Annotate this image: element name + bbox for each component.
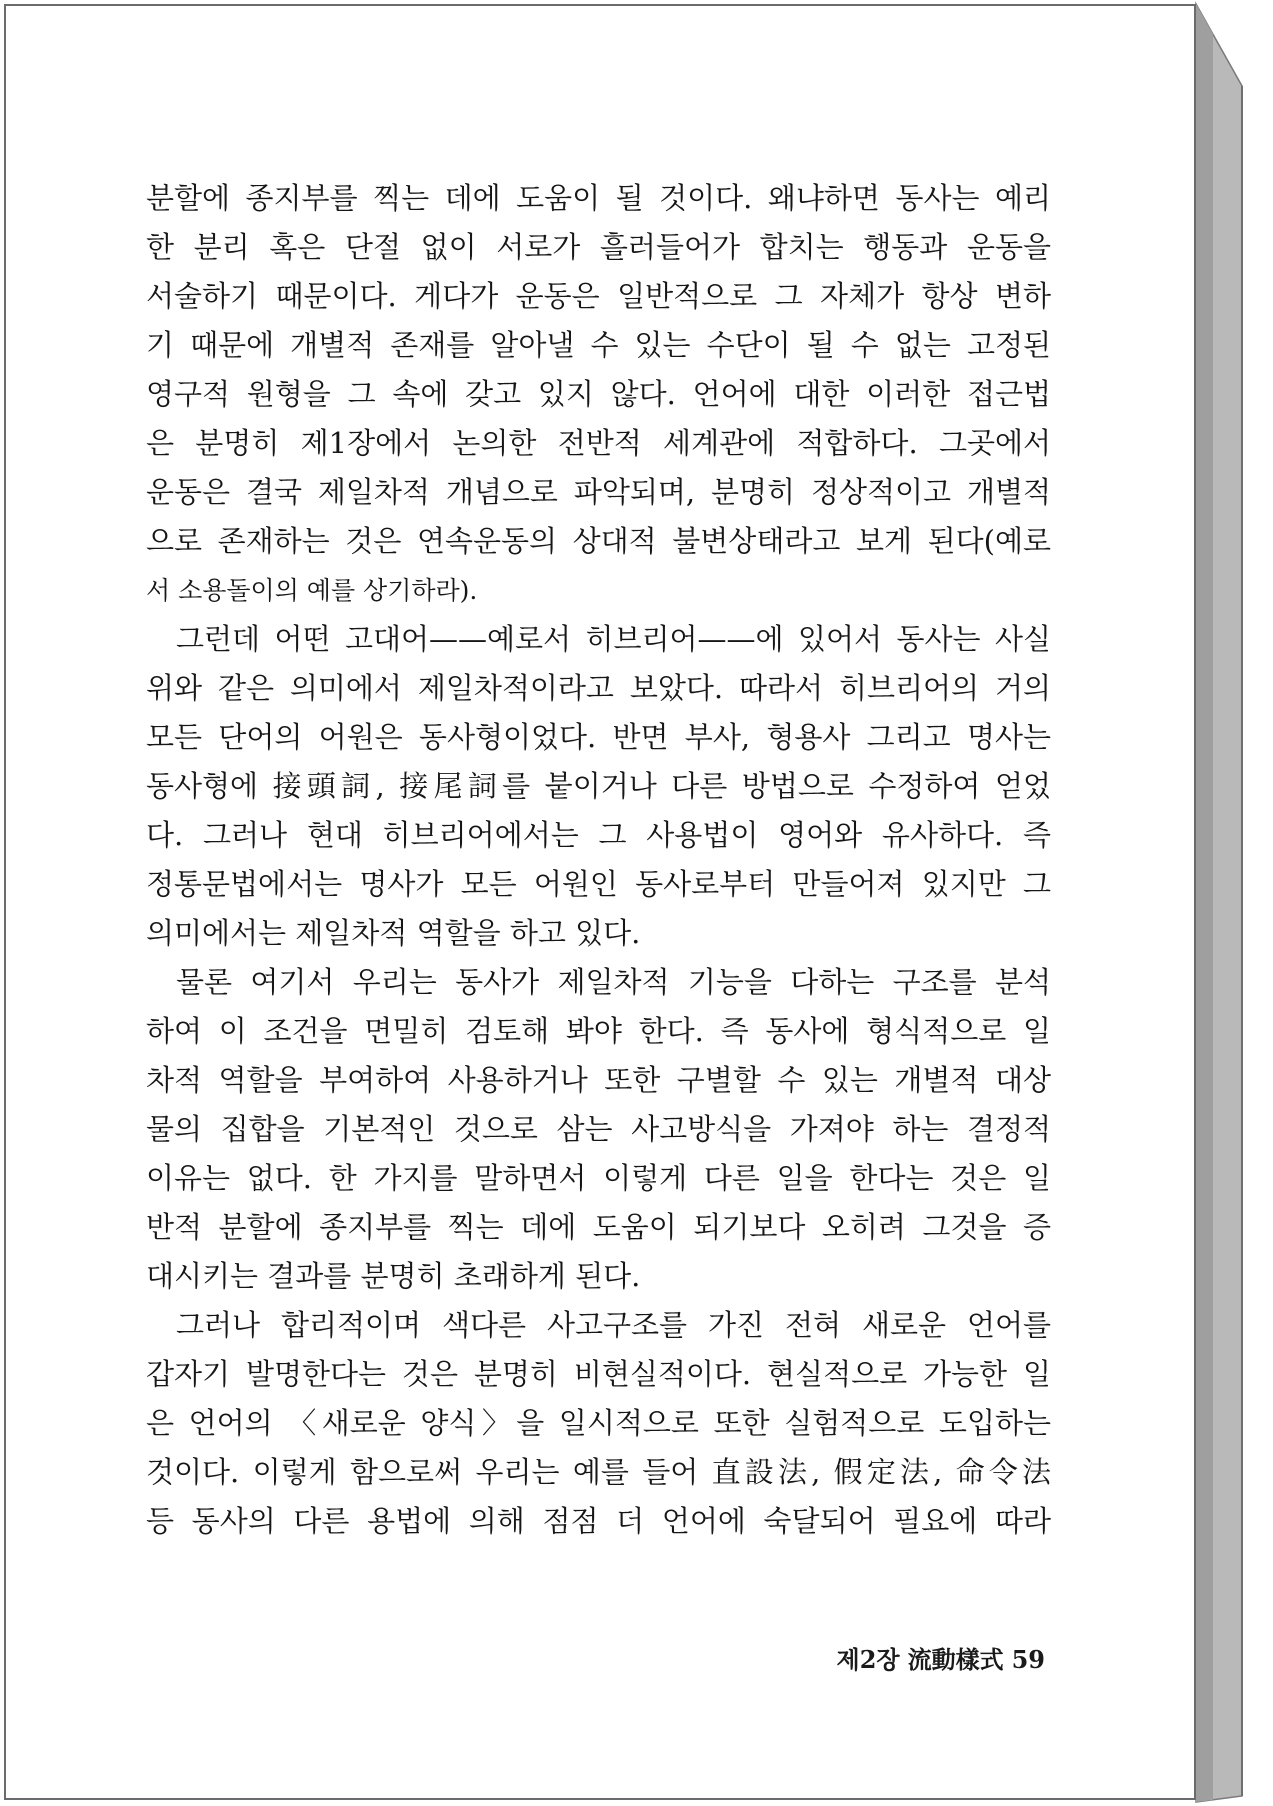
text-line: 대시키는 결과를 분명히 초래하게 된다. <box>146 1259 641 1293</box>
text-line: 동사형에 接頭詞, 接尾詞를 붙이거나 다른 방법으로 수정하여 얻었 <box>146 769 1051 803</box>
text-line: 이유는 없다. 한 가지를 말하면서 이렇게 다른 일을 한다는 것은 일 <box>146 1161 1051 1195</box>
text-line: 기 때문에 개별적 존재를 알아낼 수 있는 수단이 될 수 없는 고정된 <box>146 328 1051 362</box>
text-line: 은 분명히 제1장에서 논의한 전반적 세계관에 적합하다. 그곳에서 <box>146 426 1051 460</box>
text-line: 갑자기 발명한다는 것은 분명히 비현실적이다. 현실적으로 가능한 일 <box>146 1357 1051 1391</box>
text-line: 정통문법에서는 명사가 모든 어원인 동사로부터 만들어져 있지만 그 <box>146 867 1051 901</box>
text-line: 물론 여기서 우리는 동사가 제일차적 기능을 다하는 구조를 분석 <box>176 965 1051 999</box>
text-line: 으로 존재하는 것은 연속운동의 상대적 불변상태라고 보게 된다(예로 <box>146 524 1051 558</box>
text-line: 분할에 종지부를 찍는 데에 도움이 될 것이다. 왜냐하면 동사는 예리 <box>146 181 1051 215</box>
text-line: 것이다. 이렇게 함으로써 우리는 예를 들어 直設法, 假定法, 命令法 <box>146 1455 1051 1489</box>
text-line: 서술하기 때문이다. 게다가 운동은 일반적으로 그 자체가 항상 변하 <box>146 279 1051 313</box>
text-line: 등 동사의 다른 용법에 의해 점점 더 언어에 숙달되어 필요에 따라 <box>146 1504 1051 1538</box>
text-line: 위와 같은 의미에서 제일차적이라고 보았다. 따라서 히브리어의 거의 <box>146 671 1051 705</box>
text-line: 하여 이 조건을 면밀히 검토해 봐야 한다. 즉 동사에 형식적으로 일 <box>146 1014 1051 1048</box>
text-line: 한 분리 혹은 단절 없이 서로가 흘러들어가 합치는 행동과 운동을 <box>146 230 1051 264</box>
footer-chapter: 제2장 <box>836 1645 900 1674</box>
text-line: 의미에서는 제일차적 역할을 하고 있다. <box>146 916 641 950</box>
text-line: 다. 그러나 현대 히브리어에서는 그 사용법이 영어와 유사하다. 즉 <box>146 818 1051 852</box>
text-line: 그런데 어떤 고대어——예로서 히브리어——에 있어서 동사는 사실 <box>176 622 1051 656</box>
page-body-text <box>146 174 1051 1546</box>
text-line: 운동은 결국 제일차적 개념으로 파악되며, 분명히 정상적이고 개별적 <box>146 475 1051 509</box>
text-line: 반적 분할에 종지부를 찍는 데에 도움이 되기보다 오히려 그것을 증 <box>146 1210 1051 1244</box>
text-line: 차적 역할을 부여하여 사용하거나 또한 구별할 수 있는 개별적 대상 <box>146 1063 1051 1097</box>
page-number: 59 <box>1011 1645 1045 1674</box>
text-line: 영구적 원형을 그 속에 갖고 있지 않다. 언어에 대한 이러한 접근법 <box>146 377 1051 411</box>
text-line: 물의 집합을 기본적인 것으로 삼는 사고방식을 가져야 하는 결정적 <box>146 1112 1051 1146</box>
text-line: 그러나 합리적이며 색다른 사고구조를 가진 전혀 새로운 언어를 <box>176 1308 1051 1342</box>
text-line: 은 언어의 〈새로운 양식〉을 일시적으로 또한 실험적으로 도입하는 <box>146 1406 1051 1440</box>
text-line: 서 소용돌이의 예를 상기하라). <box>146 576 478 605</box>
footer-title: 流動樣式 <box>907 1645 1004 1674</box>
text-line: 모든 단어의 어원은 동사형이었다. 반면 부사, 형용사 그리고 명사는 <box>146 720 1051 754</box>
running-footer <box>600 1640 1045 1675</box>
